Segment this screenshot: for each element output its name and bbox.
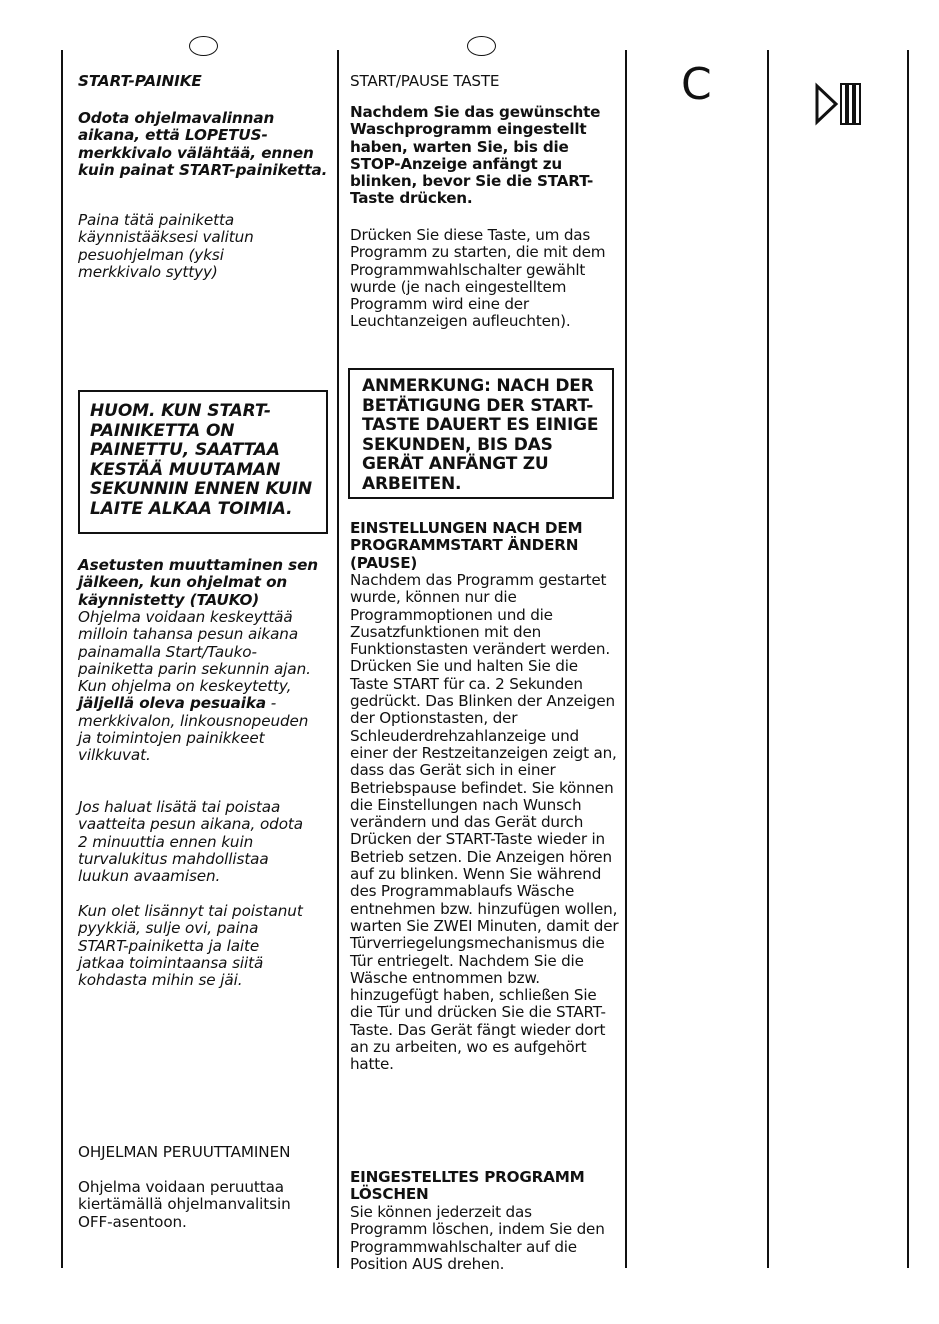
- fi-pause-text-b: -merkkivalon, linkousnopeuden ja toimintojen painikkeet vilkkuvat.: [78, 694, 309, 765]
- de-cancel-text: Sie können jederzeit das Programm löschen, indem Sie den Programmwahlschalter auf die Position AUS drehen.: [350, 1203, 605, 1273]
- de-press-text: Drücken Sie diese Taste, um das Programm zu starten, die mit dem Programmwahlschalter gewählt wurde (je nach eingestelltem Programm wird eine der Leuchtanzeigen aufleuchten).: [350, 226, 606, 331]
- de-pause-text: Nachdem das Programm gestartet wurde, können nur die Programmoptionen und die Zusatzfunktionen mit den Funktionstasten verändert werden. Drücken Sie und halten Sie die Taste START für ca. 2 Sekunden gedrückt. Das Blinken der Anzeigen der Optionstasten, der Schleuderdrehzahlanzeige und einer der Restzeitanzeigen zeigt an, dass das Gerät sich in einer Betriebspause befindet. Sie können die Einstellungen nach Wunsch verändern und das Gerät durch Drücken der START-Taste wieder in Betrieb setzen. Die Anzeigen hören auf zu blinken. Wenn Sie während des Programmablaufs Wäsche entnehmen bzw. hinzufügen wollen, warten Sie ZWEI Minuten, damit der Türverriegelungsmechanismus die Tür entriegelt. Nachdem Sie die Wäsche entnommen bzw. hinzugefügt haben, schließen Sie die Tür und drücken Sie die START-Taste. Das Gerät fängt wieder dort an zu arbeiten, wo es aufgehört hatte.: [350, 571, 619, 1074]
- fi-cancel-text: Ohjelma voidaan peruuttaa kiertämällä ohjelmanvalitsin OFF-asentoon.: [78, 1178, 291, 1231]
- language-marker-de: [467, 36, 496, 56]
- fi-pause-text-bold: jäljellä oleva pesuaika: [78, 694, 267, 713]
- start-pause-icon: [815, 80, 863, 128]
- fi-pause-text-a: Ohjelma voidaan keskeyttää milloin tahansa pesun aikana painamalla Start/Tauko-painiketta parin sekunnin ajan. Kun ohjelma on keskeytetty,: [78, 608, 311, 696]
- fi-intro: Odota ohjelmavalinnan aikana, että LOPETUS-merkkivalo välähtää, ennen kuin painat START-painiketta.: [78, 109, 328, 179]
- column-divider: [767, 50, 769, 1268]
- de-pause-heading: EINSTELLUNGEN NACH DEM PROGRAMMSTART ÄNDERN (PAUSE): [350, 519, 583, 572]
- column-divider: [61, 50, 63, 1268]
- c-symbol: C: [681, 59, 712, 110]
- fi-notice-box: [78, 390, 328, 534]
- fi-cancel-heading: OHJELMAN PERUUTTAMINEN: [78, 1143, 291, 1161]
- de-title: START/PAUSE TASTE: [350, 72, 500, 90]
- fi-pause-text: [78, 609, 320, 765]
- de-intro: Nachdem Sie das gewünschte Waschprogramm eingestellt haben, warten Sie, bis die STOP-Anzeige anfängt zu blinken, bevor Sie die START-Taste drücken.: [350, 103, 601, 208]
- language-marker-fi: [189, 36, 218, 56]
- column-divider: [625, 50, 627, 1268]
- column-divider: [907, 50, 909, 1268]
- de-notice-box: [348, 368, 614, 499]
- fi-title: START-PAINIKE: [78, 72, 202, 90]
- fi-notice-text: HUOM. KUN START-PAINIKETTA ON PAINETTU, SAATTAA KESTÄÄ MUUTAMAN SEKUNNIN ENNEN KUIN LAITE ALKAA TOIMIA.: [90, 401, 313, 519]
- de-cancel-heading: EINGESTELLTES PROGRAMM LÖSCHEN: [350, 1168, 585, 1204]
- de-notice-text: ANMERKUNG: NACH DER BETÄTIGUNG DER START-TASTE DAUERT ES EINIGE SEKUNDEN, BIS DAS GERÄT ANFÄNGT ZU ARBEITEN.: [362, 376, 599, 494]
- fi-resume-text: Kun olet lisännyt tai poistanut pyykkiä, sulje ovi, paina START-painiketta ja laite jatkaa toimintaansa siitä kohdasta mihin se jäi.: [78, 902, 303, 990]
- column-divider: [337, 50, 339, 1268]
- fi-press-text: Paina tätä painiketta käynnistääksesi valitun pesuohjelman (yksi merkkivalo syttyy): [78, 211, 254, 281]
- fi-pause-heading: Asetusten muuttaminen sen jälkeen, kun ohjelmat on käynnistetty (TAUKO): [78, 556, 318, 609]
- fi-door-text: Jos haluat lisätä tai poistaa vaatteita pesun aikana, odota 2 minuuttia ennen kuin turvalukitus mahdollistaa luukun avaamisen.: [78, 798, 303, 886]
